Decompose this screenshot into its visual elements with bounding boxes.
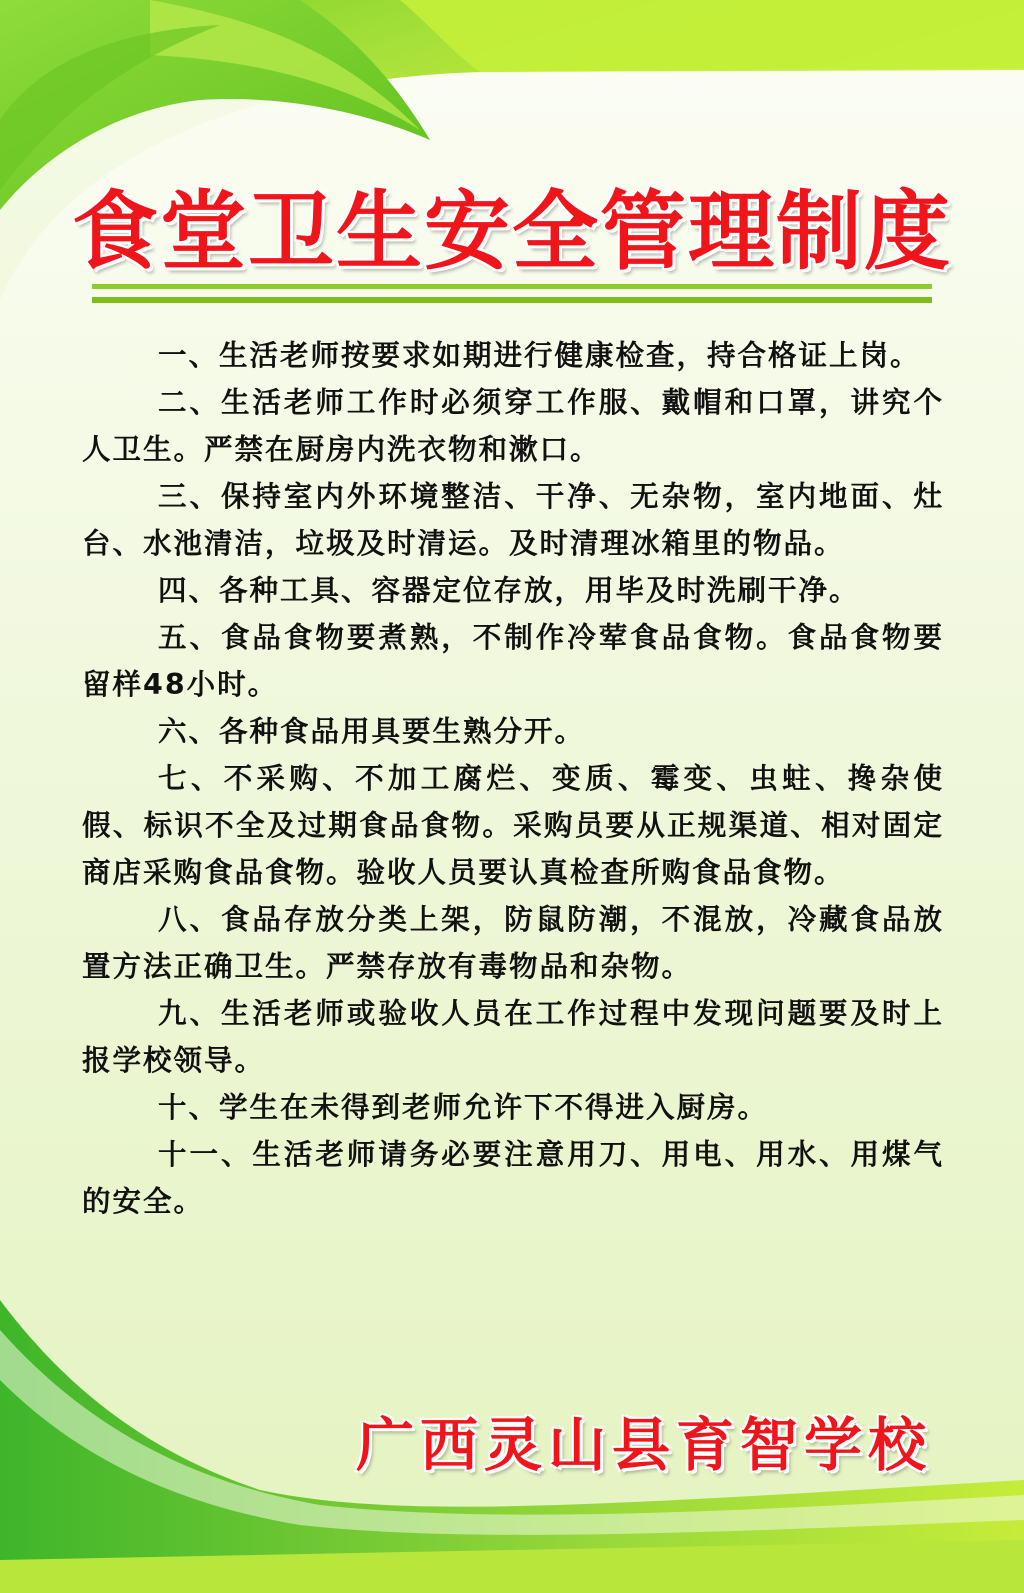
rule-item-11: 十一、生活老师请务必要注意用刀、用电、用水、用煤气的安全。 — [82, 1138, 944, 1218]
rule-item-4: 四、各种工具、容器定位存放，用毕及时洗刷干净。 — [158, 574, 860, 607]
page-title: 食堂卫生安全管理制度 — [72, 182, 952, 282]
rule-item-1: 一、生活老师按要求如期进行健康检查，持合格证上岗。 — [158, 339, 921, 372]
title-divider-top — [92, 284, 932, 289]
rule-item-5: 五、食品食物要煮熟，不制作冷荤食品食物。食品食物要留样48小时。 — [82, 621, 944, 701]
rule-item-2: 二、生活老师工作时必须穿工作服、戴帽和口罩，讲究个人卫生。严禁在厨房内洗衣物和漱口。 — [82, 386, 944, 466]
rule-item-6: 六、各种食品用具要生熟分开。 — [158, 715, 586, 748]
rules-list — [82, 332, 944, 1225]
rule-item-10: 十、学生在未得到老师允许下不得进入厨房。 — [158, 1091, 769, 1124]
title-divider-bottom — [92, 297, 932, 303]
rule-item-9: 九、生活老师或验收人员在工作过程中发现问题要及时上报学校领导。 — [82, 997, 944, 1077]
rule-item-7: 七、不采购、不加工腐烂、变质、霉变、虫蛀、搀杂使假、标识不全及过期食品食物。采购员要从正规渠道、相对固定商店采购食品食物。验收人员要认真检查所购食品食物。 — [82, 762, 944, 889]
rule-item-3: 三、保持室内外环境整洁、干净、无杂物，室内地面、灶台、水池清洁，垃圾及时清运。及时清理冰箱里的物品。 — [82, 480, 944, 560]
rule-item-8: 八、食品存放分类上架，防鼠防潮，不混放，冷藏食品放置方法正确卫生。严禁存放有毒物品和杂物。 — [82, 903, 944, 983]
school-name: 广西灵山县育智学校 — [355, 1411, 932, 1479]
